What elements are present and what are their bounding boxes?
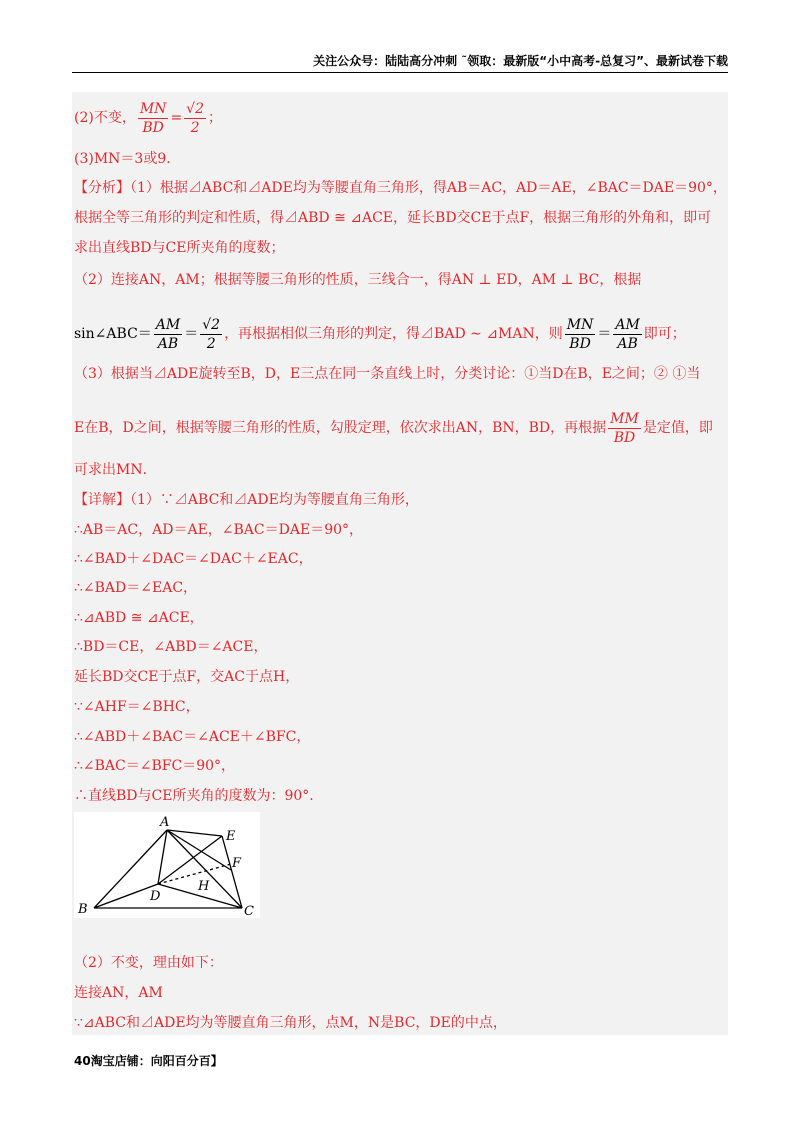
page-footer: 40淘宝店铺：向阳百分百】 [74,1054,223,1068]
denominator: AB [157,335,179,352]
denominator: BD [613,429,636,446]
denominator: 2 [206,335,216,352]
analysis-line-3: 求出直线BD与CE所夹角的度数； [74,240,285,256]
fraction-mn-bd [565,316,596,353]
label-f: F [232,856,242,871]
answer-part2 [74,98,222,138]
text-segment: E在B，D之间，根据等腰三角形的性质，勾股定理，依次求出AN，BN，BD，再根据 [74,420,607,436]
page-header: 关注公众号：陆陆高分冲刺 ˜领取：最新版“小中高考-总复习”、最新试卷下载 [313,54,728,68]
detail-line-9: ∴∠ABD＋∠BAC＝∠ACE＋∠BFC， [74,729,311,745]
analysis-line-5 [74,314,686,354]
fraction-am-ab [154,316,182,353]
text-segment: 是定值，即 [642,420,713,436]
label-d: D [150,889,161,904]
label-c: C [244,904,254,918]
fraction-mn-bd [138,100,169,137]
detail-line-13: 连接AN，AM [74,985,163,1001]
denominator: AB [617,335,638,352]
detail-line-6: ∴BD＝CE，∠ABD＝∠ACE， [74,639,268,655]
text-segment: ＝ [597,326,612,342]
analysis-line-1: 【分析】（1）根据⊿ABC和⊿ADE均为等腰直角三角形，得AB＝AC，AD＝AE，∠BAC＝DAE＝90°， [74,180,727,196]
answer-part3: (3)MN＝3或9． [74,151,181,167]
text-segment: ，再根据相似三角形的判定，得⊿BAD ∼ ⊿MAN，则 [224,326,563,342]
text-segment: ； [208,110,222,126]
detail-line-3: ∴∠BAD＋∠DAC＝∠DAC＋∠EAC， [74,551,313,567]
text-segment: (2)不变， [74,110,136,126]
text-segment: 即可； [643,326,686,342]
header-rule [72,72,728,73]
text-segment: sin∠ABC＝ [74,326,152,342]
triangle-diagram [74,812,260,918]
fraction-mm-bd [608,410,641,447]
numerator: MN [566,316,594,333]
label-a: A [160,815,170,830]
analysis-line-6: （3）根据当⊿ADE旋转至B，D，E三点在同一条直线上时，分类讨论：①当D在B，E之间；② ①当 [74,366,701,382]
detail-line-1: 【详解】（1）∵⊿ABC和⊿ADE均为等腰直角三角形， [74,492,419,508]
detail-line-5: ∴⊿ABD ≅ ⊿ACE， [74,610,204,626]
analysis-line-8: 可求出MN． [74,462,157,478]
fraction-am-ab [613,316,641,353]
detail-line-8: ∵∠AHF＝∠BHC， [74,699,200,715]
numerator: MN [139,100,167,117]
denominator: BD [142,119,164,136]
fraction-root2-2 [200,316,222,353]
denominator: 2 [190,119,200,136]
detail-line-11: ∴直线BD与CE所夹角的度数为：90°. [74,788,314,804]
numerator: √2 [186,100,204,117]
label-b: B [78,902,88,917]
numerator: √2 [202,316,221,333]
numerator: AM [615,316,640,333]
geometry-figure [74,812,260,918]
analysis-line-4: （2）连接AN，AM；根据等腰三角形的性质，三线合一，得AN ⊥ ED，AM ⊥ BC，根据 [74,272,642,288]
numerator: MM [610,410,639,427]
text-segment: = [170,110,183,126]
detail-line-7: 延长BD交CE于点F，交AC于点H， [74,669,300,685]
denominator: BD [569,335,591,352]
analysis-line-7 [74,408,713,448]
detail-line-14: ∵⊿ABC和⊿ADE均为等腰直角三角形，点M，N是BC，DE的中点， [74,1015,507,1031]
detail-line-2: ∴AB＝AC，AD＝AE，∠BAC＝DAE＝90°， [74,522,364,538]
analysis-line-2: 根据全等三角形的判定和性质，得⊿ABD ≅ ⊿ACE，延长BD交CE于点F，根据三角形的外角和，即可 [74,210,712,226]
detail-line-10: ∴∠BAC＝∠BFC＝90°， [74,758,236,774]
detail-line-12: （2）不变，理由如下： [74,955,223,971]
numerator: AM [155,316,181,333]
fraction-root2-2 [184,100,206,137]
detail-line-4: ∴∠BAD＝∠EAC， [74,580,198,596]
label-h: H [198,879,210,894]
text-segment: ＝ [184,326,199,342]
label-e: E [226,829,236,844]
